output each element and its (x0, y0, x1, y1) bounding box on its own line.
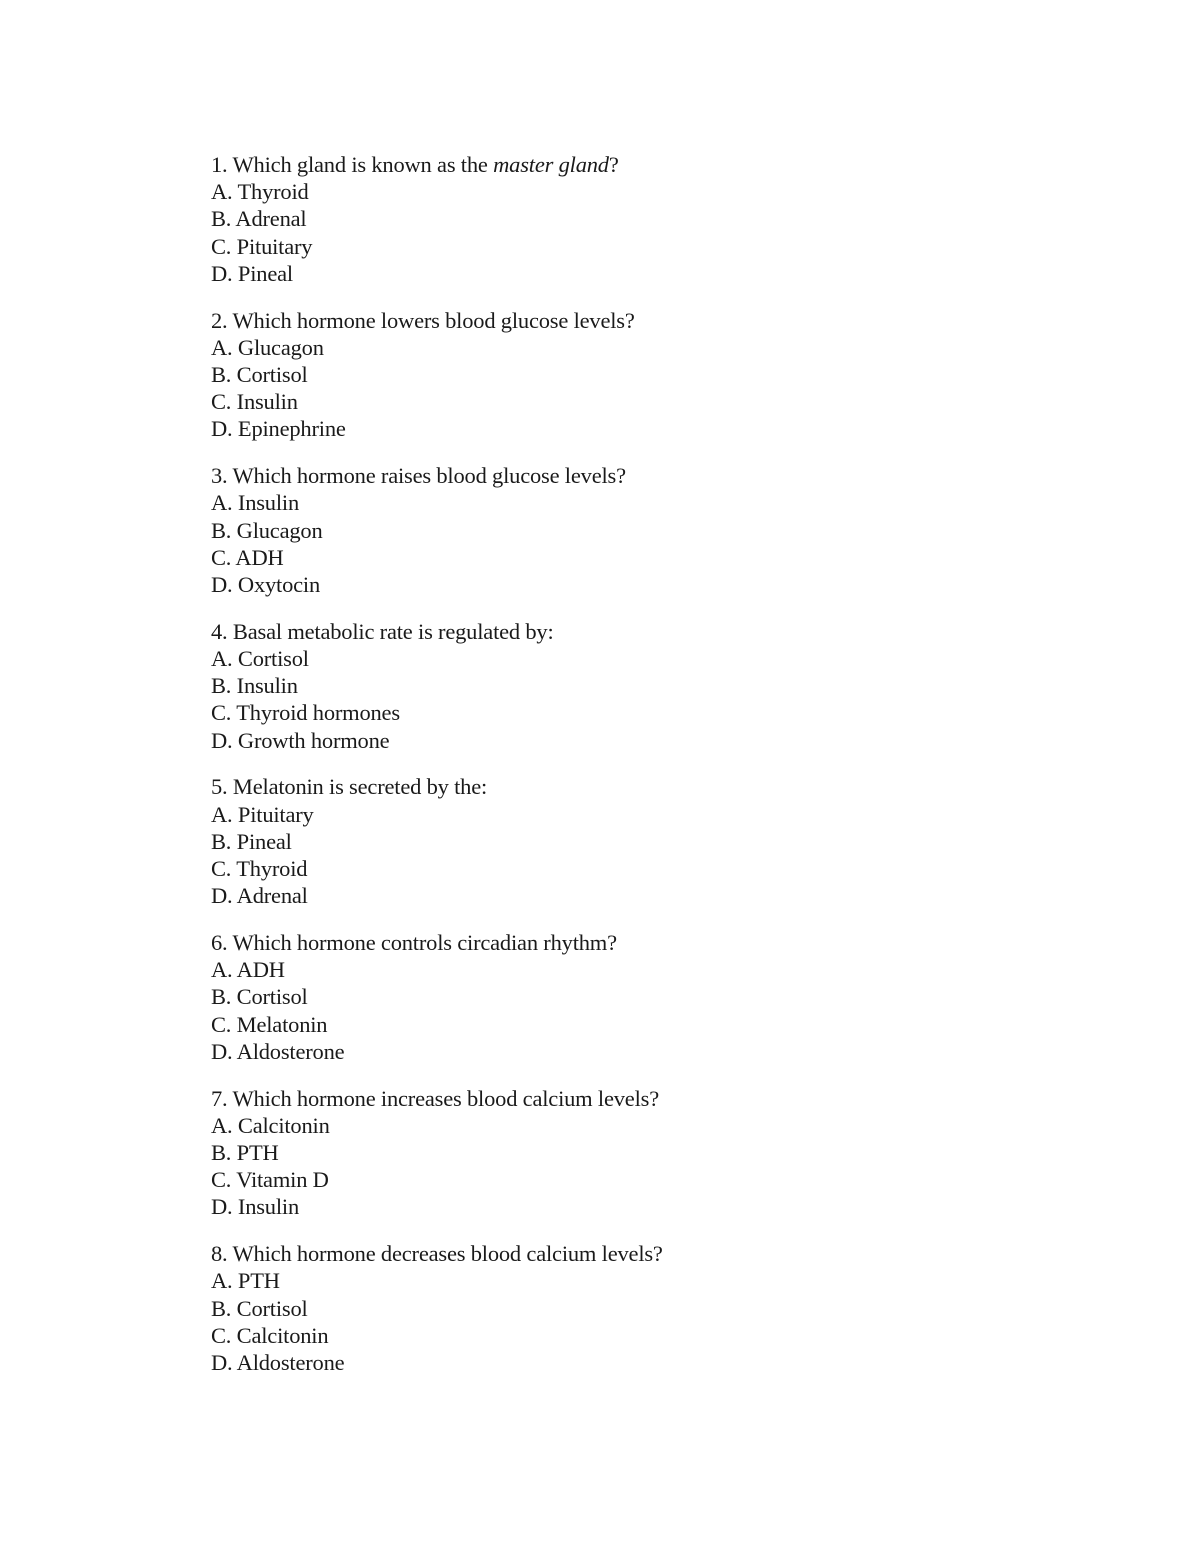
question-3-option-a: A. Insulin (211, 490, 300, 516)
question-7 (211, 1085, 1111, 1221)
question-3-text (211, 462, 1111, 489)
question-8-text (211, 1240, 1111, 1267)
question-4-number: 4. (211, 618, 228, 644)
question-4-option-d: D. Growth hormone (211, 727, 390, 753)
question-2-option-d: D. Epinephrine (211, 416, 346, 442)
question-7-option-a: A. Calcitonin (211, 1112, 330, 1138)
question-5 (211, 773, 1111, 909)
question-7-text (211, 1085, 1111, 1112)
question-1-text (211, 151, 1111, 178)
question-1-text-start: Which gland is known as the (232, 152, 494, 177)
question-4-stem: Basal metabolic rate is regulated by: (232, 618, 554, 644)
question-3 (211, 462, 1111, 598)
question-7-option-d: D. Insulin (211, 1194, 300, 1220)
question-2-option-a: A. Glucagon (211, 334, 324, 360)
question-8-number: 8. (211, 1241, 228, 1267)
question-6-stem: Which hormone controls circadian rhythm? (232, 930, 617, 956)
question-5-number: 5. (211, 774, 228, 800)
question-2-option-b: B. Cortisol (211, 362, 308, 388)
question-2-stem: Which hormone lowers blood glucose levels? (232, 307, 635, 333)
question-7-stem: Which hormone increases blood calcium levels? (232, 1085, 659, 1111)
question-5-option-a: A. Pituitary (211, 801, 314, 827)
question-1-option-b: B. Adrenal (211, 206, 307, 232)
question-1-text-end: ? (608, 152, 619, 177)
question-5-text (211, 773, 1111, 800)
question-2-number: 2. (211, 307, 228, 333)
question-4-option-b: B. Insulin (211, 673, 298, 699)
question-1-emphasis: master gland (493, 152, 609, 177)
question-3-number: 3. (211, 463, 228, 489)
question-8 (211, 1240, 1111, 1376)
question-4-option-a: A. Cortisol (211, 646, 309, 672)
question-4-text (211, 618, 1111, 645)
question-8-stem: Which hormone decreases blood calcium levels? (232, 1241, 663, 1267)
question-1-option-c: C. Pituitary (211, 233, 313, 259)
question-6-number: 6. (211, 930, 228, 956)
question-7-number: 7. (211, 1085, 228, 1111)
question-6 (211, 929, 1111, 1065)
question-8-option-d: D. Aldosterone (211, 1350, 345, 1376)
question-4 (211, 618, 1111, 754)
question-5-option-d: D. Adrenal (211, 883, 308, 909)
question-1 (211, 151, 1111, 287)
question-6-option-b: B. Cortisol (211, 984, 308, 1010)
question-6-option-c: C. Melatonin (211, 1011, 328, 1037)
question-2-text (211, 307, 1111, 334)
question-8-option-c: C. Calcitonin (211, 1322, 329, 1348)
question-7-option-b: B. PTH (211, 1140, 279, 1166)
question-4-option-c: C. Thyroid hormones (211, 700, 400, 726)
question-5-option-b: B. Pineal (211, 828, 292, 854)
question-7-option-c: C. Vitamin D (211, 1167, 329, 1193)
question-6-text (211, 929, 1111, 956)
question-1-option-a: A. Thyroid (211, 179, 309, 205)
question-8-option-b: B. Cortisol (211, 1295, 308, 1321)
question-2-option-c: C. Insulin (211, 389, 298, 415)
question-5-stem: Melatonin is secreted by the: (232, 774, 488, 800)
quiz-question-list (211, 151, 1111, 1396)
question-3-option-c: C. ADH (211, 544, 284, 570)
question-8-option-a: A. PTH (211, 1268, 280, 1294)
question-1-number: 1. (211, 152, 228, 177)
question-5-option-c: C. Thyroid (211, 856, 308, 882)
question-1-option-d: D. Pineal (211, 260, 293, 286)
question-2 (211, 307, 1111, 443)
question-3-option-d: D. Oxytocin (211, 572, 321, 598)
question-6-option-a: A. ADH (211, 957, 285, 983)
question-6-option-d: D. Aldosterone (211, 1038, 345, 1064)
question-3-option-b: B. Glucagon (211, 517, 323, 543)
question-3-stem: Which hormone raises blood glucose levels? (232, 463, 626, 489)
